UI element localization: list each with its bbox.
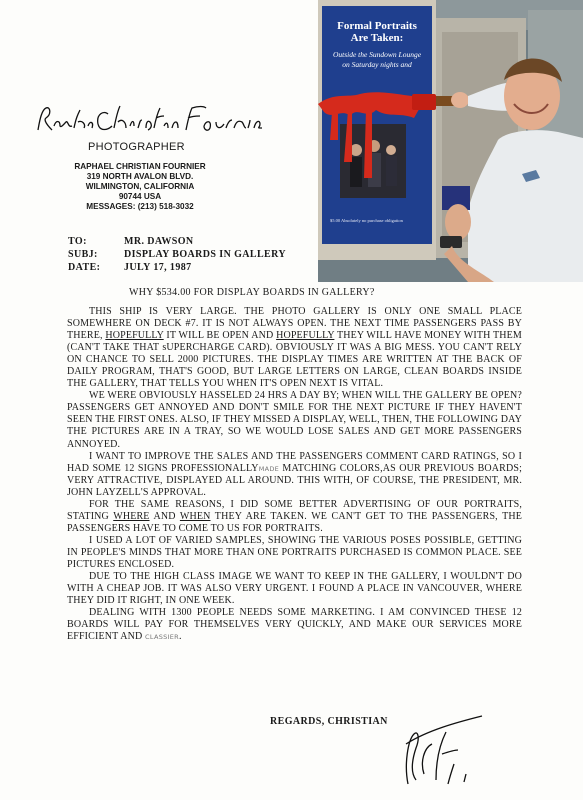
memo-header [68,235,286,274]
memo-date-label: DATE: [68,262,101,273]
handwritten-signature [398,714,488,792]
paragraph-6: DUE TO THE HIGH CLASS IMAGE WE WANT TO KEEP IN THE GALLERY, I WOULDN'T DO WITH A CHEAP JOB. IT WAS ALSO VERY URGENT. I FOUND A PLACE IN VANCOUVER, WHERE THEY DID IT RIGHT, IN ONE WEEK. [67,571,522,607]
poster-sub-1: Outside the Sundown Lounge [332,50,422,59]
handwritten-classier: CLASSIER [145,633,179,642]
address-street: 319 NORTH AVALON BLVD. [86,172,194,181]
memo-body [67,306,522,643]
memo-subj [68,248,286,261]
paragraph-2: WE WERE OBVIOUSLY HASSELED 24 HRS A DAY BY; WHEN WILL THE GALLERY BE OPEN? PASSENGERS GET ANNOYED AND DON'T SMILE FOR THE NEXT PICTURE IF THEY HAVEN'T SEEN THE FIRST ONES. ALSO, IF THEY MISSED A DISPLAY, WELL, THEN, THE FOLLOWING DAY THE PICTURES ARE IN A TRAY, SO WE WOULD LOSE SALES AND GET MORE PASSENGERS ANNOYED. [67,390,522,450]
closing: REGARDS, CHRISTIAN [270,716,388,727]
letterhead-signature [34,100,264,142]
subject-line: WHY $534.00 FOR DISPLAY BOARDS IN GALLERY? [129,287,375,298]
memo-to-label: TO: [68,236,87,247]
memo-subj-label: SUBJ: [68,249,98,260]
poster-title-2: Are Taken: [350,32,404,44]
paragraph-4: FOR THE SAME REASONS, I DID SOME BETTER ADVERTISING OF OUR PORTRAITS, STATING WHERE AND WHEN THEY ARE TAKEN. WE CAN'T GET TO THE PASSENGERS, THE PASSENGERS HAVE TO COME TO US FOR PORTRAITS. [67,498,523,534]
letterhead-title: PHOTOGRAPHER [88,141,185,153]
underlined-when: WHEN [179,510,211,522]
paragraph-5: I USED A LOT OF VARIED SAMPLES, SHOWING THE VARIOUS POSES POSSIBLE, GETTING IN PEOPLE'S MINDS THAT MORE THAN ONE PORTRAITS PURCHASED IS COMMON PLACE. SEE PICTURES ENCLOSED. [67,534,522,570]
handwritten-made: MADE [258,464,280,473]
letterhead-address [64,162,216,212]
underlined-hopefully: HOPEFULLY [105,330,164,342]
address-zip: 90744 USA [118,192,162,201]
poster-title-1: Formal Portraits [337,20,417,32]
poster-sub-2: on Saturday nights and [342,60,412,69]
address-city: WILMINGTON, CALIFORNIA [85,182,195,191]
underlined-hopefully: HOPEFULLY [276,330,335,342]
memo-subj-value: DISPLAY BOARDS IN GALLERY [124,249,286,260]
poster-footer: $5.00 Absolutely no purchase obligation [330,218,403,223]
photograph [318,0,583,282]
address-messages: MESSAGES: (213) 518-3032 [86,202,194,211]
underlined-where: WHERE [113,510,150,522]
paragraph-3: I WANT TO IMPROVE THE SALES AND THE PASSENGERS COMMENT CARD RATINGS, SO I HAD SOME 12 SIGNS PROFESSIONALLYMADE MATCHING COLORS,AS OUR PREVIOUS BOARDS; VERY ATTRACTIVE, DISPLAYED ALL AROUND. THIS WITH, OF COURSE, THE PRESIDENT, MR. JOHN LAYZELL'S APPROVAL. [67,450,522,498]
paragraph-1: THIS SHIP IS VERY LARGE. THE PHOTO GALLERY IS ONLY ONE SMALL PLACE SOMEWHERE ON DECK #7. IT IS NOT ALWAYS OPEN. THE NEXT TIME PASSENGERS PASS BY THERE, HOPEFULLY IT WILL BE OPEN AND HOPEFULLY THEY WILL HAVE MONEY WITH THEM (CAN'T TAKE THAT sUPERCHARGE CARD). OBVIOUSLY IT WAS A BIG MESS. YOU CAN'T RELY ON CHANCE TO SELL 2000 PICTURES. THE DISPLAY TIMES ARE WRITTEN AT THE BACK OF DAILY PROGRAM, THAT'S GOOD, BUT LARGE LETTERS ON LARGE, CLEAN BOARDS INSIDE THE GALLERY, THAT TELLS YOU WHEN IT'S OPEN NEXT IS VITAL. [67,306,522,390]
paragraph-7: DEALING WITH 1300 PEOPLE NEEDS SOME MARKETING. I AM CONVINCED THESE 12 BOARDS WILL PAY FOR THEMSELVES VERY QUICKLY, AND MAKE OUR SERVICES MORE EFFICIENT AND CLASSIER. [67,607,522,643]
memo-to-value: MR. DAWSON [124,236,194,247]
address-name: RAPHAEL CHRISTIAN FOURNIER [74,162,206,171]
memo-date-value: JULY 17, 1987 [124,262,192,273]
memo-to [68,235,286,248]
memo-date [68,261,286,274]
poster-text [328,20,426,70]
